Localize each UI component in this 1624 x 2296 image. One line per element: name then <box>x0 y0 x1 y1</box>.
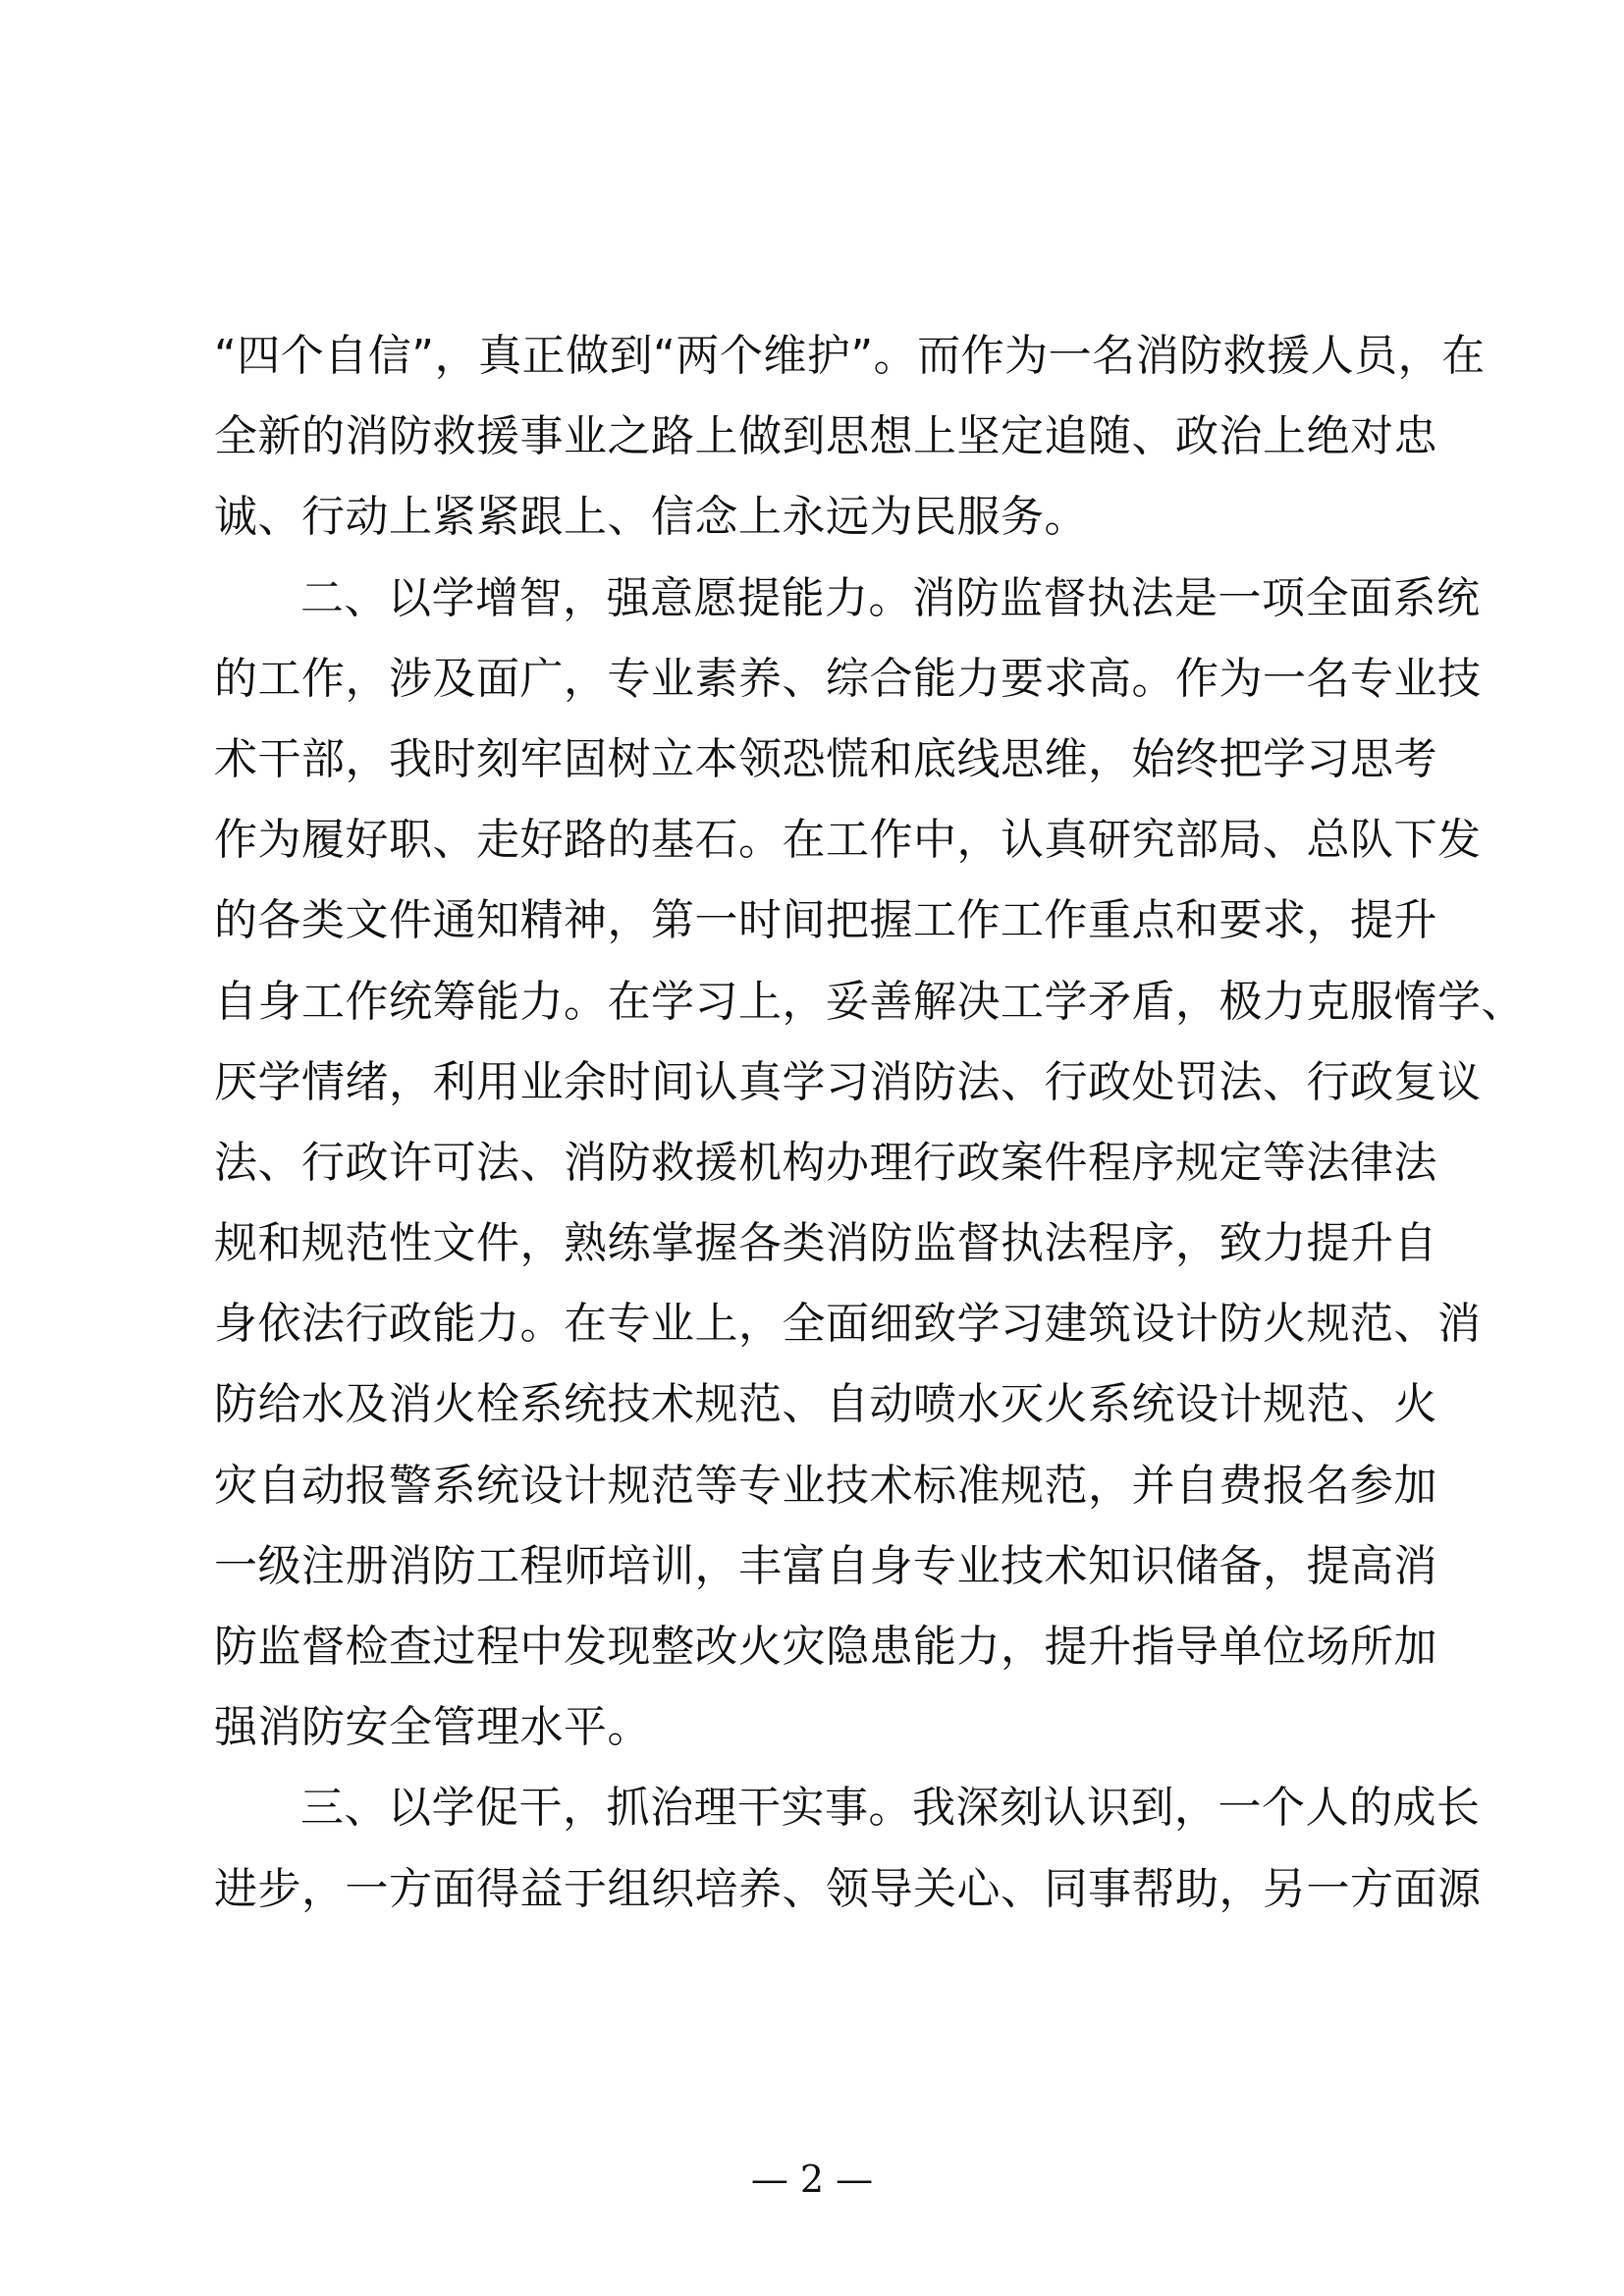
text-line: 作为履好职、走好路的基石。在工作中，认真研究部局、总队下发 <box>214 815 1482 866</box>
text-line: 规和规范性文件，熟练掌握各类消防监督执法程序，致力提升自 <box>214 1218 1437 1269</box>
page-number: — 2 — <box>750 2158 874 2201</box>
text-line: 一级注册消防工程师培训，丰富自身专业技术知识储备，提高消 <box>214 1540 1437 1591</box>
text-line: 的各类文件通知精神，第一时间把握工作工作重点和要求，提升 <box>214 895 1437 946</box>
text-line: 灾自动报警系统设计规范等专业技术标准规范，并自费报名参加 <box>214 1460 1437 1511</box>
body-text <box>214 316 1525 1930</box>
text-line: 的工作，涉及面广，专业素养、综合能力要求高。作为一名专业技 <box>214 653 1482 704</box>
text-line: 强消防安全管理水平。 <box>214 1702 651 1753</box>
text-line: 诚、行动上紧紧跟上、信念上永远为民服务。 <box>214 492 1088 543</box>
section-heading-line: 三、以学促干，抓治理干实事。我深刻认识到，一个人的成长 <box>300 1783 1481 1834</box>
text-line: 术干部，我时刻牢固树立本领恐慌和底线思维，始终把学习思考 <box>214 733 1437 784</box>
section-heading-line: 二、以学增智，强意愿提能力。消防监督执法是一项全面系统 <box>300 572 1481 623</box>
text-line: “四个自信”，真正做到“两个维护”。而作为一名消防救援人员，在 <box>214 331 1486 381</box>
text-line: 防给水及消火栓系统技术规范、自动喷水灭火系统设计规范、火 <box>214 1379 1437 1430</box>
text-line: 身依法行政能力。在专业上，全面细致学习建筑设计防火规范、消 <box>214 1299 1482 1350</box>
text-line: 全新的消防救援事业之路上做到思想上坚定追随、政治上绝对忠 <box>214 411 1437 462</box>
text-line: 进步，一方面得益于组织培养、领导关心、同事帮助，另一方面源 <box>214 1863 1482 1914</box>
text-line: 防监督检查过程中发现整改火灾隐患能力，提升指导单位场所加 <box>214 1622 1437 1672</box>
text-line: 法、行政许可法、消防救援机构办理行政案件程序规定等法律法 <box>214 1137 1437 1188</box>
text-line: 自身工作统筹能力。在学习上，妥善解决工学矛盾，极力克服惰学、 <box>214 976 1525 1027</box>
text-line: 厌学情绪，利用业余时间认真学习消防法、行政处罚法、行政复议 <box>214 1056 1482 1107</box>
